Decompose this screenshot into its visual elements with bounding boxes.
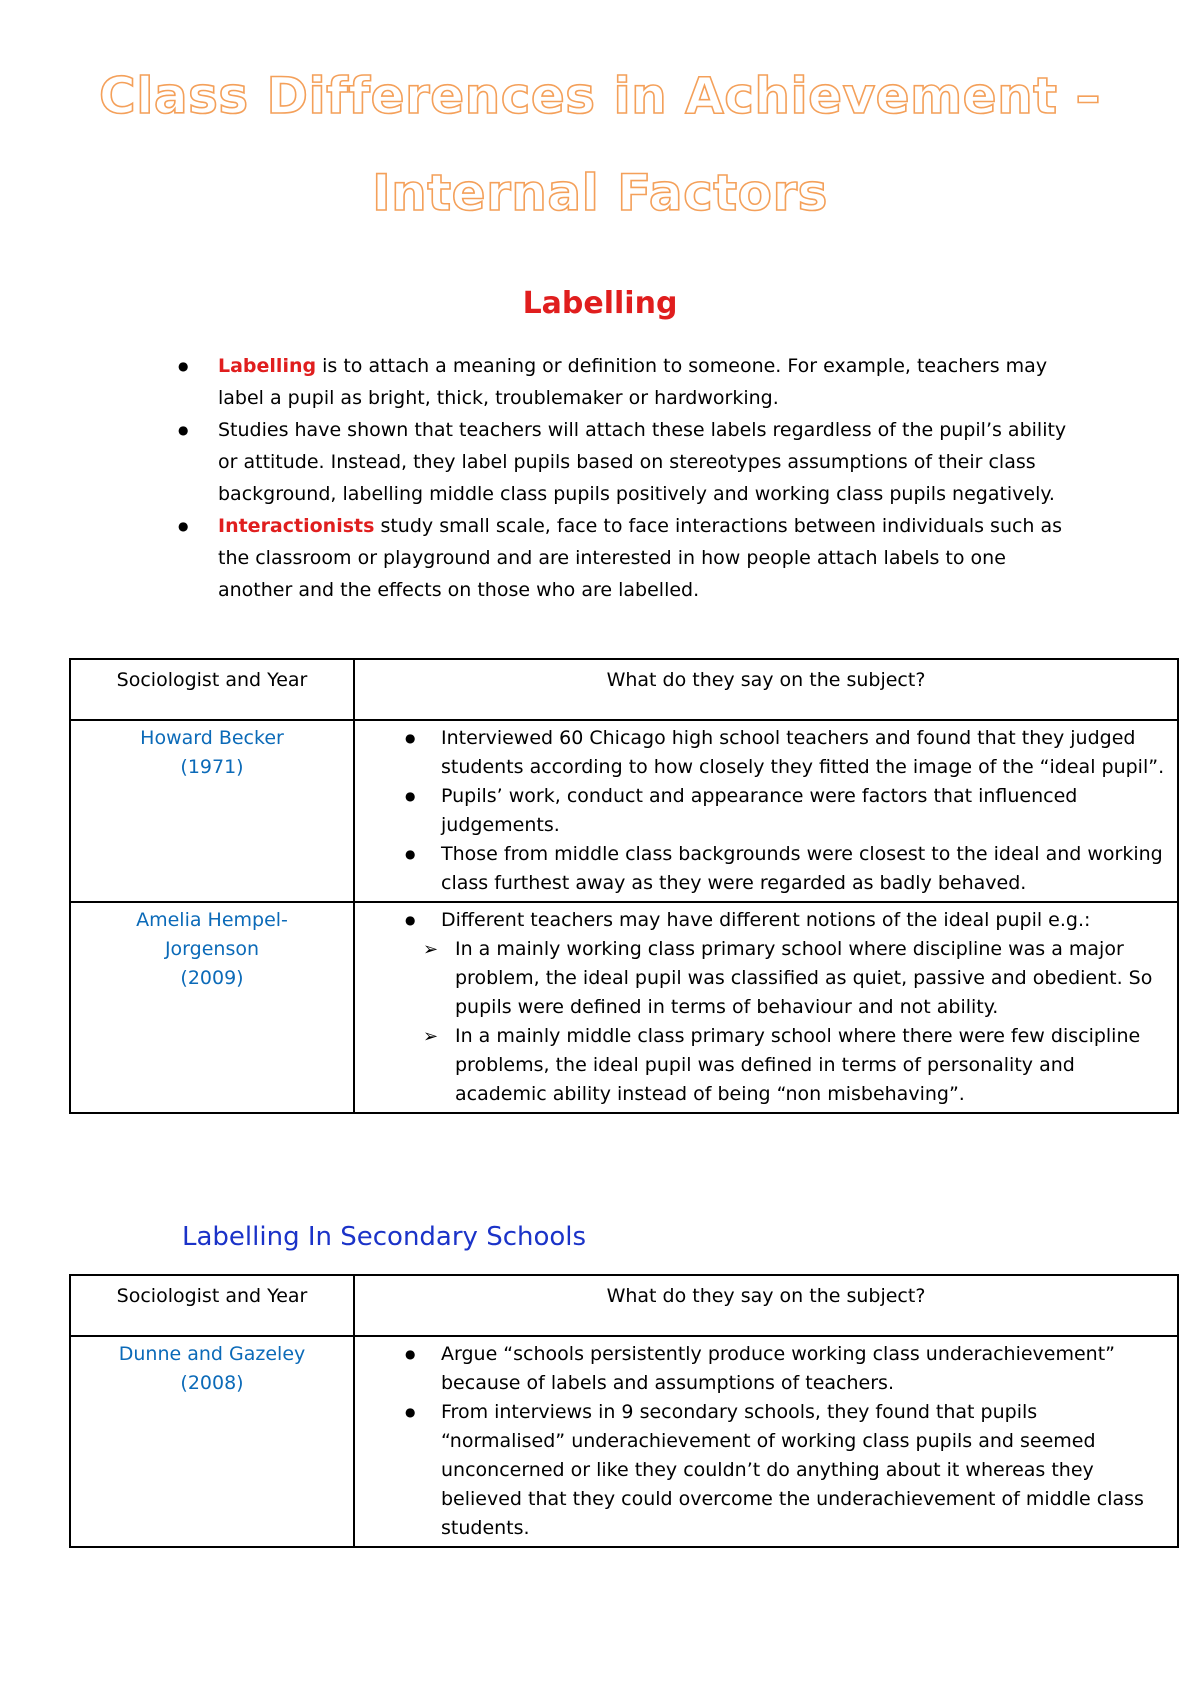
table-row (70, 1336, 1178, 1547)
sociologist-name: Jorgenson (164, 938, 260, 960)
page-title-line-1: Class Differences in Achievement – (99, 67, 1101, 125)
sociologist-name: Howard Becker (140, 727, 284, 749)
col-header-sociologist: Sociologist and Year (70, 1275, 354, 1336)
list-item (178, 350, 1078, 414)
findings-list (383, 1340, 1167, 1543)
list-item: ● Interviewed 60 Chicago high school teachers and found that they judged students according to how closely they fitted the image of the “ideal pupil”. (383, 724, 1167, 782)
secondary-schools-table (69, 1274, 1179, 1548)
sociologist-year: (1971) (180, 756, 244, 778)
sociologist-cell (70, 720, 354, 902)
findings-cell (354, 720, 1178, 902)
findings-cell (354, 902, 1178, 1113)
col-header-subject: What do they say on the subject? (354, 659, 1178, 720)
page-title-line-2: Internal Factors (372, 164, 828, 222)
labelling-table (69, 658, 1179, 1114)
list-item: ● Those from middle class backgrounds were closest to the ideal and working class furthest away as they were regarded as badly behaved. (383, 840, 1167, 898)
list-item (178, 510, 1078, 606)
labelling-intro-list (178, 350, 1078, 606)
bullet-text: Different teachers may have different notions of the ideal pupil e.g.: (441, 909, 1091, 931)
page-title (0, 48, 1200, 242)
list-item: ● Argue “schools persistently produce working class underachievement” because of labels and assumptions of teachers. (383, 1340, 1167, 1398)
sociologist-name: Amelia Hempel- (136, 909, 288, 931)
labelling-heading: Labelling (522, 286, 678, 321)
sociologist-year: (2008) (180, 1372, 244, 1394)
list-item: ● From interviews in 9 secondary schools, they found that pupils “normalised” underachievement of working class pupils and seemed unconcerned or like they couldn’t do anything about it whereas they believed that they could overcome the underachievement of middle class students. (383, 1398, 1167, 1543)
findings-cell (354, 1336, 1178, 1547)
findings-list (383, 724, 1167, 898)
sociologist-name: Dunne and Gazeley (118, 1343, 306, 1365)
secondary-schools-heading: Labelling In Secondary Schools (182, 1222, 587, 1252)
term-interactionists: Interactionists (218, 515, 375, 537)
table-row (70, 902, 1178, 1113)
sociologist-cell (70, 1336, 354, 1547)
sociologist-cell (70, 902, 354, 1113)
list-item: ➢ In a mainly middle class primary school where there were few discipline problems, the ideal pupil was defined in terms of personality and academic ability instead of being “non misbehaving”. (383, 1022, 1167, 1109)
sub-findings-list (383, 935, 1167, 1109)
table-header-row (70, 1275, 1178, 1336)
term-labelling: Labelling (218, 355, 317, 377)
bullet-text: is to attach a meaning or definition to someone. For example, teachers may label a pupil as bright, thick, troublemaker or hardworking. (218, 355, 1048, 409)
col-header-sociologist: Sociologist and Year (70, 659, 354, 720)
col-header-subject: What do they say on the subject? (354, 1275, 1178, 1336)
table-header-row (70, 659, 1178, 720)
bullet-text: Studies have shown that teachers will attach these labels regardless of the pupil’s ability or attitude. Instead, they label pupils based on stereotypes assumptions of their class background, labelling middle class pupils positively and working class pupils negatively. (218, 419, 1067, 505)
bullet-text: study small scale, face to face interactions between individuals such as the classroom or playground and are interested in how people attach labels to one another and the effects on those who are labelled. (218, 515, 1063, 601)
table-row (70, 720, 1178, 902)
list-item (383, 906, 1167, 1109)
list-item: ● Pupils’ work, conduct and appearance were factors that influenced judgements. (383, 782, 1167, 840)
list-item: ➢ In a mainly working class primary school where discipline was a major problem, the ideal pupil was classified as quiet, passive and obedient. So pupils were defined in terms of behaviour and not ability. (383, 935, 1167, 1022)
findings-list (383, 906, 1167, 1109)
list-item (178, 414, 1078, 510)
sociologist-year: (2009) (180, 967, 244, 989)
